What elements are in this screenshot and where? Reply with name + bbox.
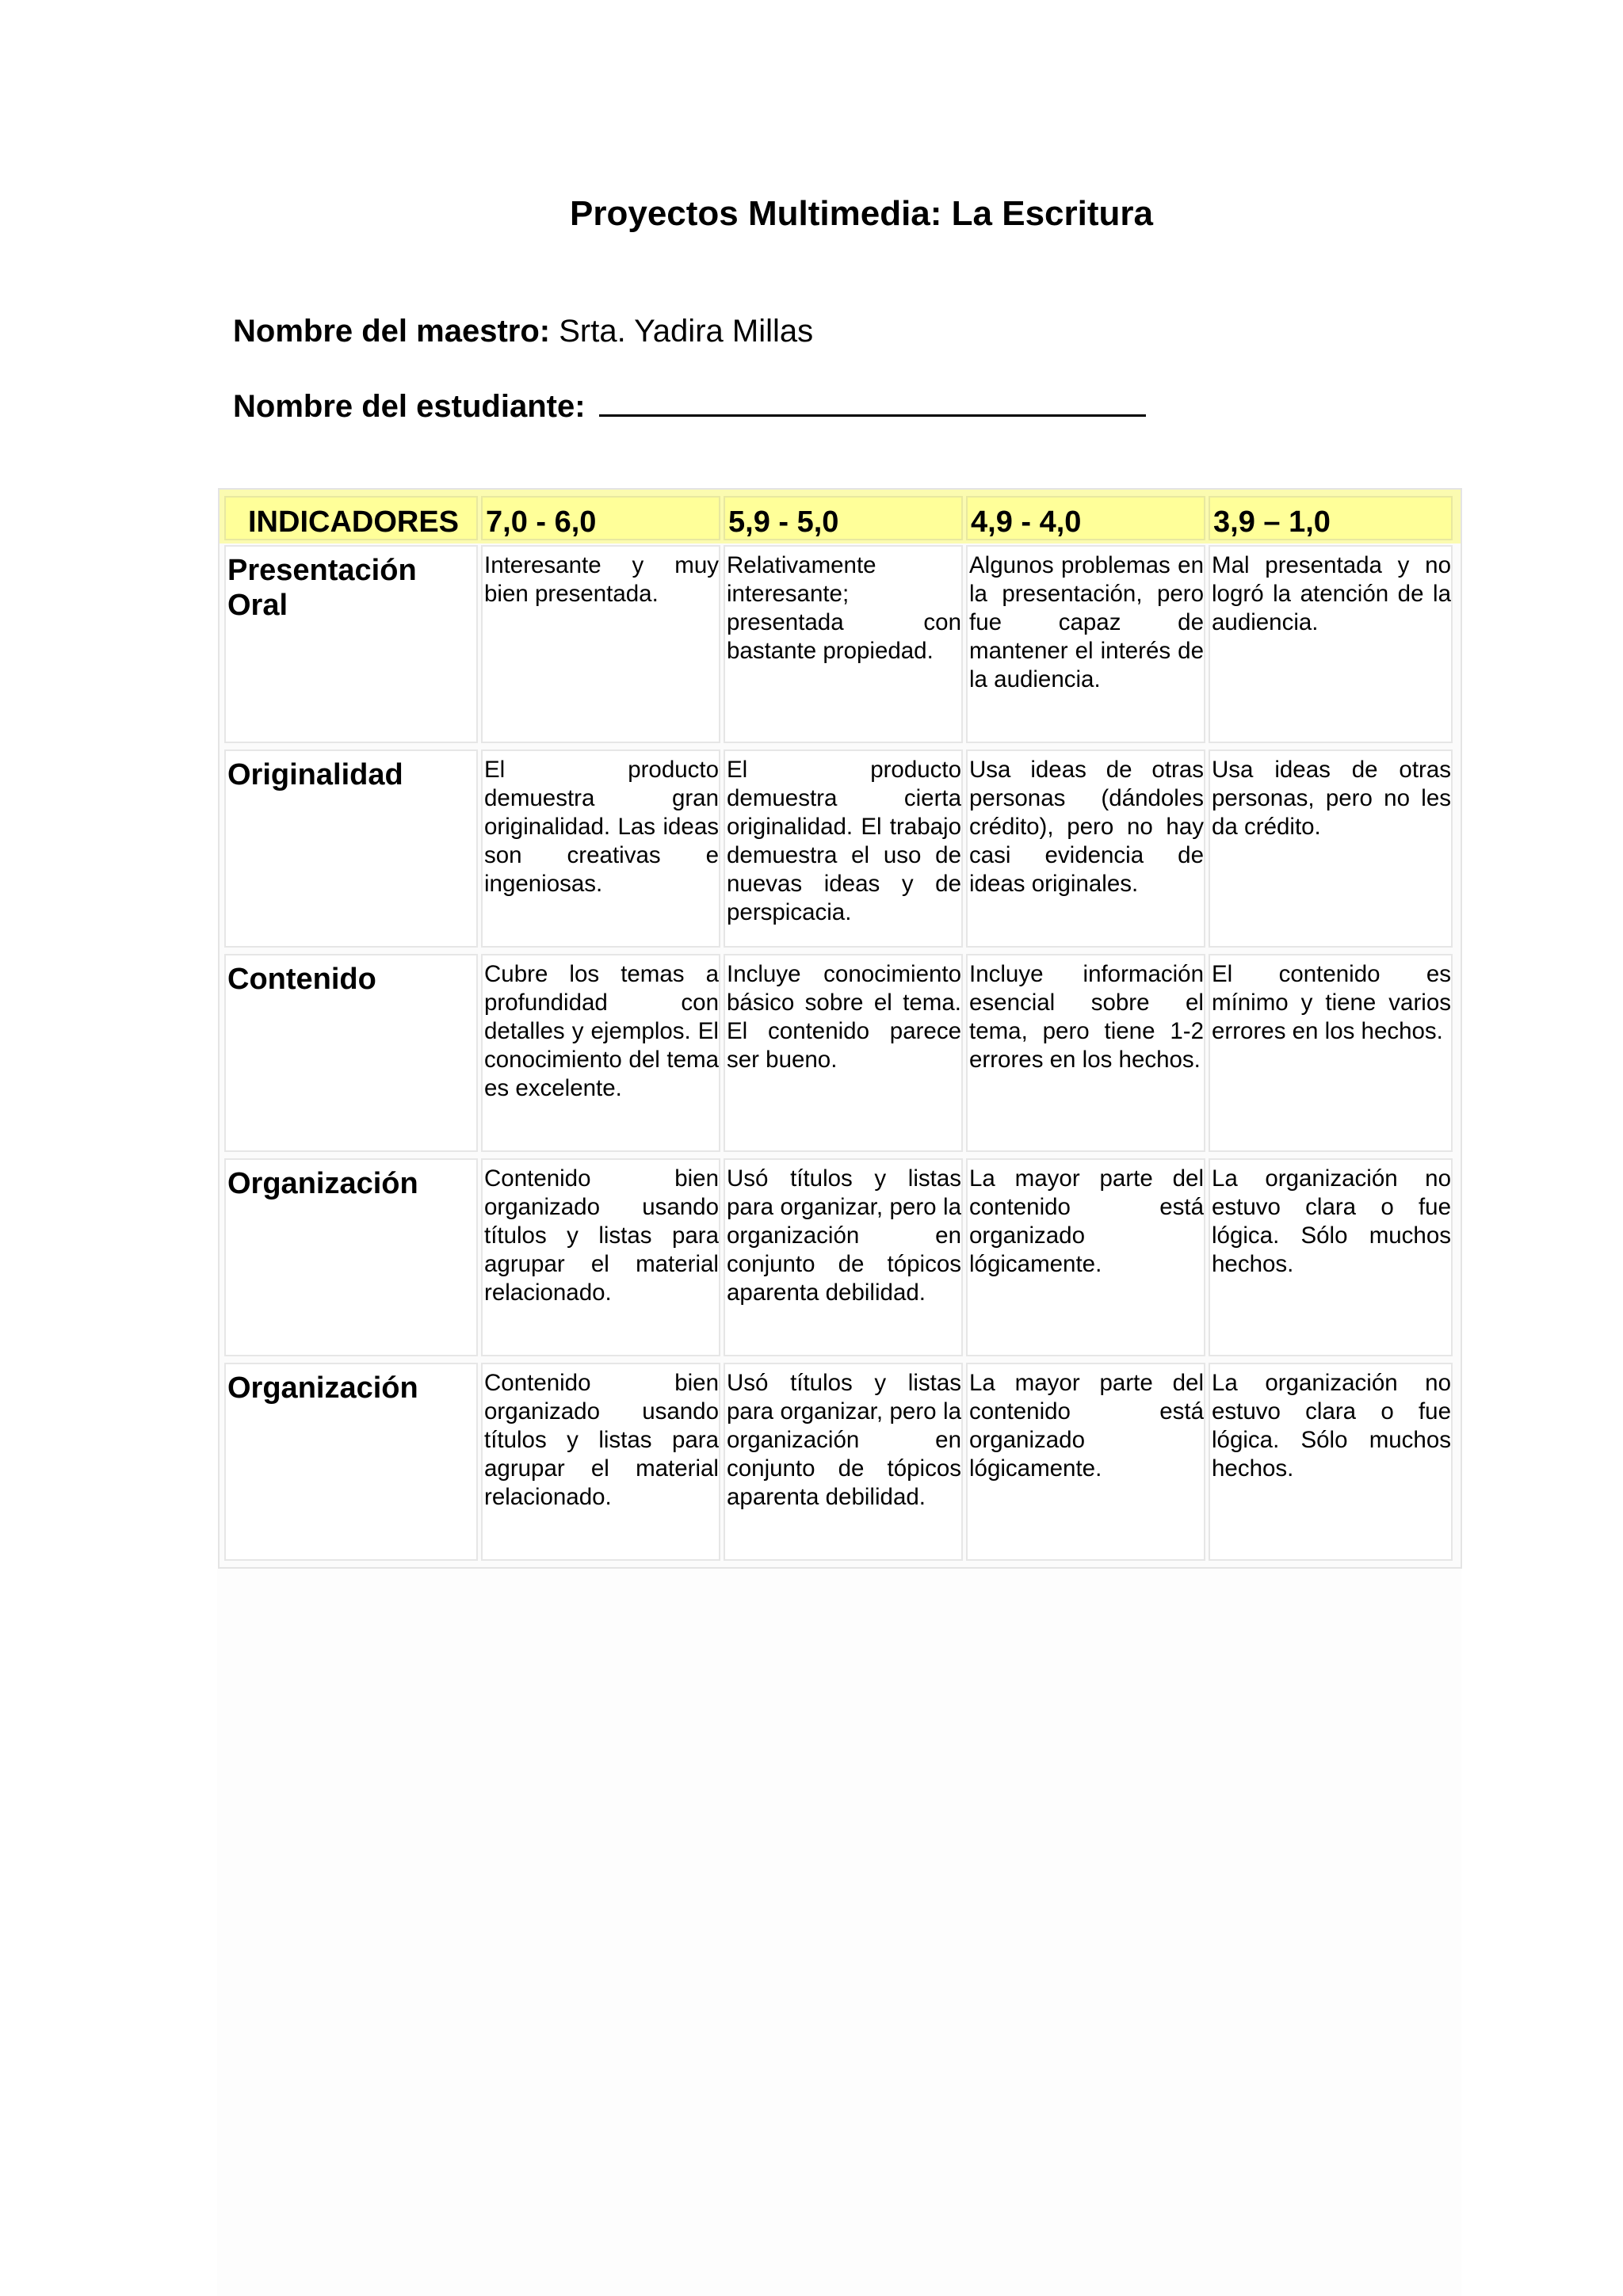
header-indicadores: INDICADORES: [224, 496, 478, 540]
row-label-presentacion-oral: Presentación Oral: [224, 545, 478, 743]
row-originalidad-cell-2: El producto demuestra cierta originalidad. El trabajo demuestra el uso de nuevas ideas y de perspicacia.: [724, 749, 963, 948]
row-contenido-cell-2: Incluye conocimiento básico sobre el tema. El contenido parece ser bueno.: [724, 954, 963, 1152]
row-originalidad-cell-3: Usa ideas de otras personas (dándoles crédito), pero no hay casi evidencia de ideas originales.: [966, 749, 1205, 948]
row-label-organizacion-2: Organización: [224, 1363, 478, 1561]
row-presentacion-cell-4: Mal presentada y no logró la atención de la audiencia.: [1209, 545, 1453, 743]
rubric-table: [218, 488, 1462, 1569]
row-organizacion-cell-1: Contenido bien organizado usando títulos y listas para agrupar el material relacionado.: [481, 1158, 720, 1356]
row-contenido-cell-4: El contenido es mínimo y tiene varios errores en los hechos.: [1209, 954, 1453, 1152]
row-contenido-cell-1: Cubre los temas a profundidad con detalles y ejemplos. El conocimiento del tema es excelente.: [481, 954, 720, 1152]
teacher-name-label: Nombre del maestro:: [233, 314, 551, 349]
teacher-name-value: Srta. Yadira Millas: [559, 314, 814, 349]
row-contenido-cell-3: Incluye información esencial sobre el tema, pero tiene 1-2 errores en los hechos.: [966, 954, 1205, 1152]
row-organizacion-cell-2: Usó títulos y listas para organizar, pero la organización en conjunto de tópicos aparenta debilidad.: [724, 1158, 963, 1356]
row-organizacion-2-cell-4: La organización no estuvo clara o fue lógica. Sólo muchos hechos.: [1209, 1363, 1453, 1561]
row-label-organizacion: Organización: [224, 1158, 478, 1356]
student-name-line: [233, 387, 1146, 426]
row-organizacion-cell-4: La organización no estuvo clara o fue lógica. Sólo muchos hechos.: [1209, 1158, 1453, 1356]
row-presentacion-cell-3: Algunos problemas en la presentación, pero fue capaz de mantener el interés de la audiencia.: [966, 545, 1205, 743]
row-originalidad-cell-1: El producto demuestra gran originalidad. Las ideas son creativas e ingeniosas.: [481, 749, 720, 948]
row-label-contenido: Contenido: [224, 954, 478, 1152]
header-range-3.9-1: 3,9 – 1,0: [1209, 496, 1453, 540]
row-organizacion-cell-3: La mayor parte del contenido está organizado lógicamente.: [966, 1158, 1205, 1356]
row-presentacion-cell-2: Relativamente interesante; presentada con bastante propiedad.: [724, 545, 963, 743]
header-range-7-6: 7,0 - 6,0: [481, 496, 720, 540]
student-name-blank: [599, 387, 1146, 417]
row-organizacion-2-cell-1: Contenido bien organizado usando títulos y listas para agrupar el material relacionado.: [481, 1363, 720, 1561]
row-organizacion-2-cell-2: Usó títulos y listas para organizar, pero la organización en conjunto de tópicos aparenta debilidad.: [724, 1363, 963, 1561]
row-originalidad-cell-4: Usa ideas de otras personas, pero no les da crédito.: [1209, 749, 1453, 948]
header-range-4.9-4: 4,9 - 4,0: [966, 496, 1205, 540]
document-title: Proyectos Multimedia: La Escritura: [570, 194, 1153, 233]
teacher-name-line: [233, 311, 813, 351]
row-presentacion-cell-1: Interesante y muy bien presentada.: [481, 545, 720, 743]
student-name-label: Nombre del estudiante:: [233, 389, 586, 424]
row-organizacion-2-cell-3: La mayor parte del contenido está organizado lógicamente.: [966, 1363, 1205, 1561]
header-range-5.9-5: 5,9 - 5,0: [724, 496, 963, 540]
page-background-shade: [217, 1569, 1461, 2296]
row-label-originalidad: Originalidad: [224, 749, 478, 948]
